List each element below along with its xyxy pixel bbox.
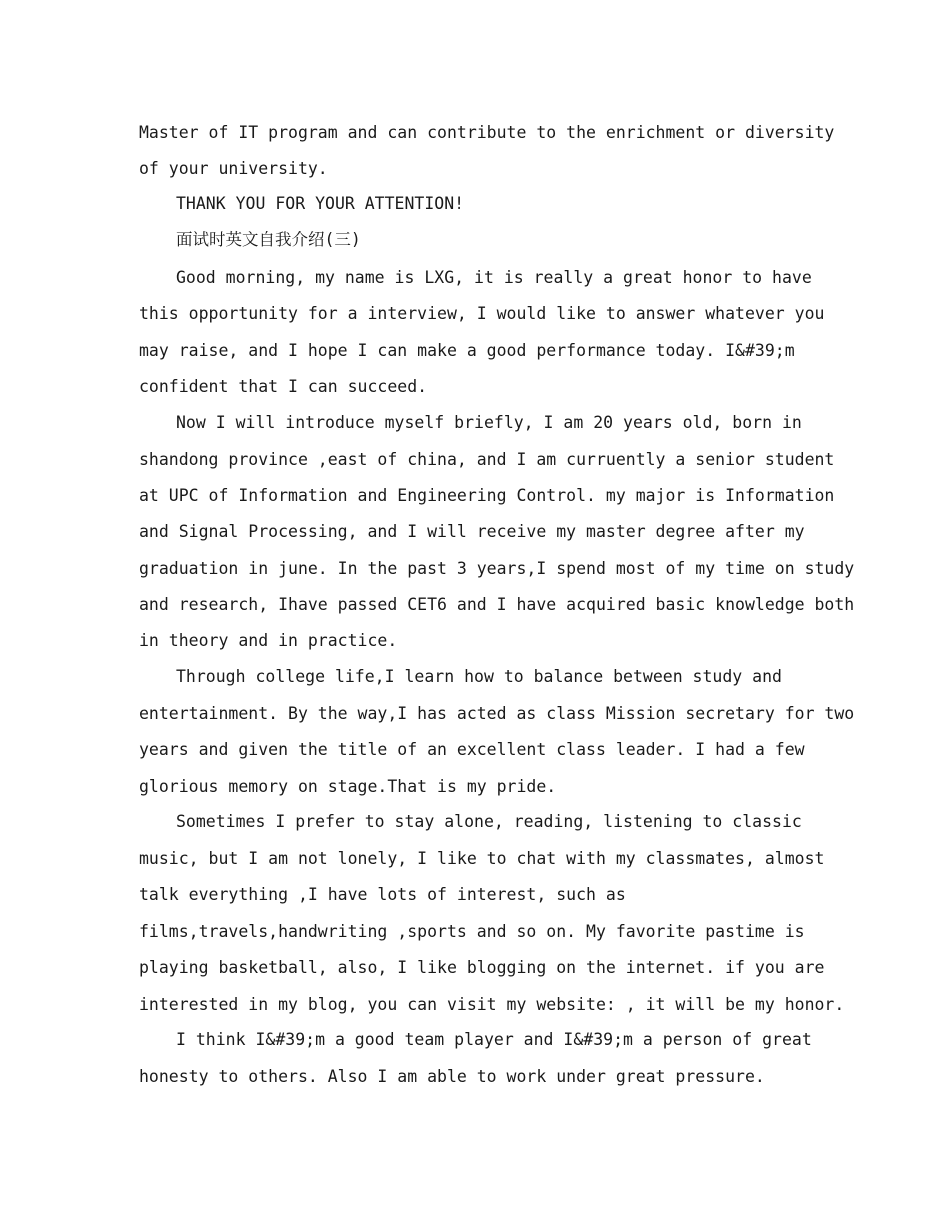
text-line: honesty to others. Also I am able to work under great pressure. xyxy=(139,1067,765,1086)
text-line: Sometimes I prefer to stay alone, reading, listening to classic xyxy=(176,812,802,831)
text-line: I think I&#39;m a good team player and I&#39;m a person of great xyxy=(176,1030,812,1049)
text-line: Master of IT program and can contribute to the enrichment or diversity xyxy=(139,123,835,142)
text-line: glorious memory on stage.That is my pride. xyxy=(139,777,557,796)
text-line: and Signal Processing, and I will receive my master degree after my xyxy=(139,522,805,541)
text-line: may raise, and I hope I can make a good performance today. I&#39;m xyxy=(139,341,795,360)
text-line: and research, Ihave passed CET6 and I have acquired basic knowledge both xyxy=(139,595,855,614)
text-line: Good morning, my name is LXG, it is really a great honor to have xyxy=(176,268,812,287)
text-line: graduation in june. In the past 3 years,I spend most of my time on study xyxy=(139,559,855,578)
text-line: films,travels,handwriting ,sports and so on. My favorite pastime is xyxy=(139,922,805,941)
text-line: of your university. xyxy=(139,159,328,178)
text-line: in theory and in practice. xyxy=(139,631,398,650)
text-line: playing basketball, also, I like blogging on the internet. if you are xyxy=(139,958,825,977)
text-line: shandong province ,east of china, and I am curruently a senior student xyxy=(139,450,835,469)
text-line: music, but I am not lonely, I like to chat with my classmates, almost xyxy=(139,849,825,868)
text-line: entertainment. By the way,I has acted as class Mission secretary for two xyxy=(139,704,855,723)
text-line: Through college life,I learn how to balance between study and xyxy=(176,667,782,686)
section-heading: 面试时英文自我介绍(三) xyxy=(176,230,361,249)
text-line: at UPC of Information and Engineering Control. my major is Information xyxy=(139,486,835,505)
text-line: this opportunity for a interview, I would like to answer whatever you xyxy=(139,304,825,323)
text-line: confident that I can succeed. xyxy=(139,377,428,396)
text-line: interested in my blog, you can visit my website: , it will be my honor. xyxy=(139,995,845,1014)
text-line: Now I will introduce myself briefly, I am 20 years old, born in xyxy=(176,413,802,432)
closing-line: THANK YOU FOR YOUR ATTENTION! xyxy=(176,194,465,213)
text-line: years and given the title of an excellent class leader. I had a few xyxy=(139,740,805,759)
text-line: talk everything ,I have lots of interest, such as xyxy=(139,885,626,904)
